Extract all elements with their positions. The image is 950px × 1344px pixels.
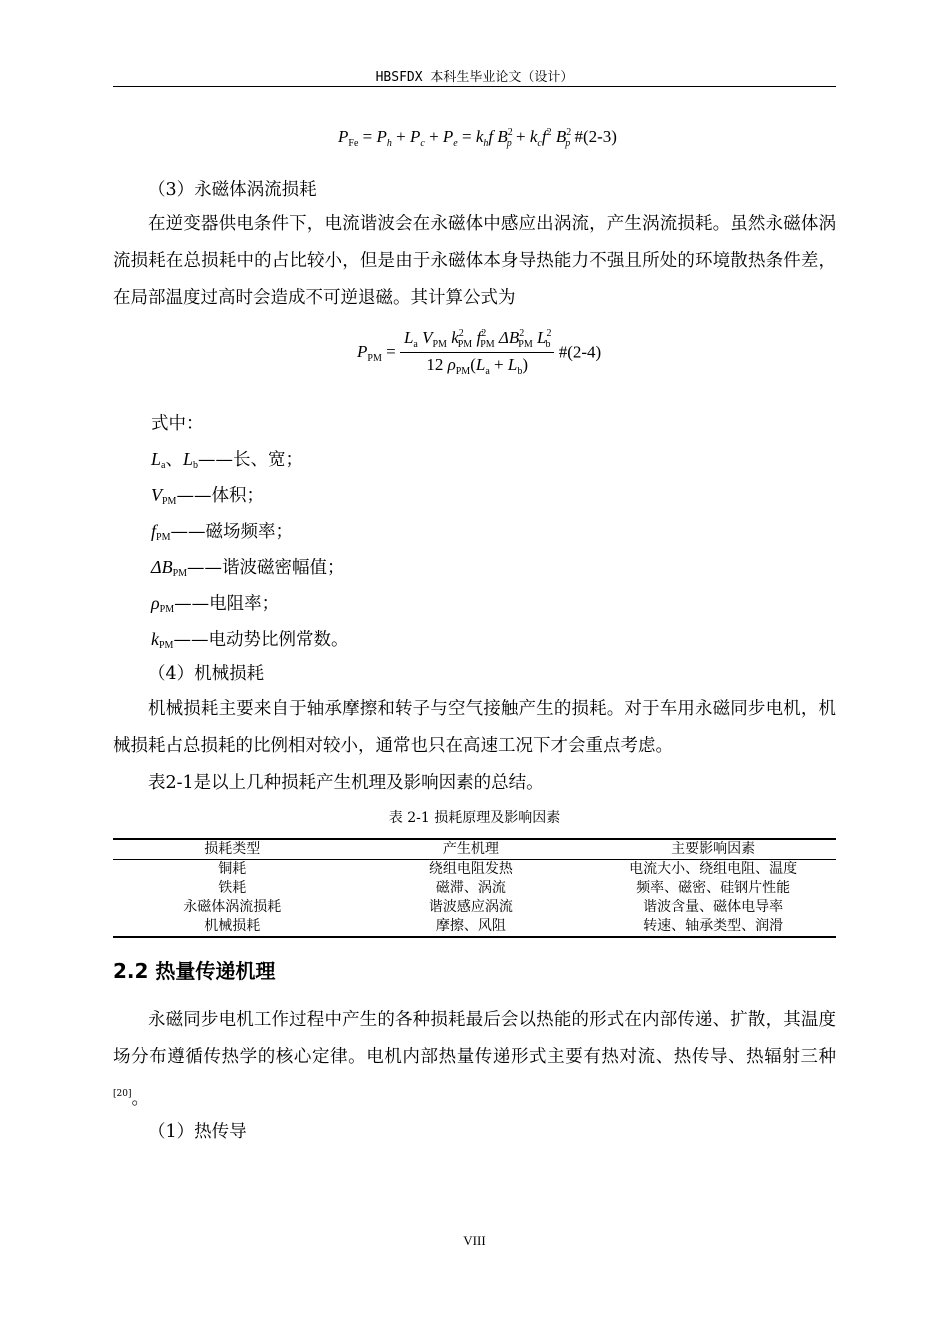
table-cell: 谐波感应涡流: [428, 899, 513, 915]
equation-2-4: $P_{PM}$ = $\frac{L_a V_{PM} k^2_{PM} f^2_{PM} \Delta B^2_{PM} L^2_b}{12 \rho_{PM}(L_a + L_b)}$ #(2-4): [357, 328, 602, 377]
table-cell: 谐波含量、磁体电导率: [643, 899, 784, 915]
table-row: [113, 917, 836, 937]
symbol-definition: La、Lb——长、宽；: [151, 449, 303, 471]
table-cell: 频率、磁密、硅钢片性能: [636, 880, 791, 896]
table-header: 损耗类型: [204, 841, 261, 857]
page-number: VIII: [463, 1233, 486, 1248]
table-header-row: [113, 839, 836, 860]
symbol-definition: VPM——体积；: [151, 485, 264, 507]
equation-number: #(2-4): [558, 342, 602, 362]
section-heading: 2.2 热量传递机理: [113, 959, 276, 983]
page-header: HBSFDX 本科生毕业论文（设计）: [375, 70, 574, 85]
loss-table: [113, 838, 836, 938]
symbol-definition: ΔBPM——谐波磁密幅值；: [151, 557, 345, 579]
symbol-definition: fPM——磁场频率；: [151, 521, 293, 543]
table-cell: 绕组电阻发热: [428, 861, 513, 877]
table-cell: 摩擦、风阻: [435, 918, 506, 934]
table-header: 主要影响因素: [671, 841, 756, 857]
table-cell: 转速、轴承类型、润滑: [643, 918, 784, 934]
subsection-label: （1）热传导: [148, 1122, 247, 1142]
where-label: 式中：: [151, 414, 204, 434]
symbol-definition: kPM——电动势比例常数。: [151, 629, 349, 651]
table-cell: 永磁体涡流损耗: [183, 899, 282, 915]
table-cell: 磁滞、涡流: [435, 880, 506, 896]
citation: [20]: [113, 1089, 132, 1099]
table-cell: 铜耗: [218, 861, 247, 877]
body-paragraph: 永磁同步电机工作过程中产生的各种损耗最后会以热能的形式在内部传递、扩散，其温度场分布遵循传热学的核心定律。电机内部热量传递形式主要有热对流、热传导、热辐射三种[20]。: [113, 1010, 836, 1109]
table-cell: 电流大小、绕组电阻、温度: [629, 861, 798, 877]
body-paragraph: 机械损耗主要来自于轴承摩擦和转子与空气接触产生的损耗。对于车用永磁同步电机，机械损耗占总损耗的比例相对较小，通常也只在高速工况下才会重点考虑。: [113, 699, 836, 756]
table-row: [113, 860, 836, 880]
body-paragraph: 在逆变器供电条件下，电流谐波会在永磁体中感应出涡流，产生涡流损耗。虽然永磁体涡流损耗在总损耗中的占比较小，但是由于永磁体本身导热能力不强且所处的环境散热条件差，在局部温度过高时会造成不可逆退磁。其计算公式为: [113, 214, 836, 308]
symbol-definition: ρPM——电阻率；: [151, 593, 280, 615]
table-cell: 机械损耗: [204, 918, 261, 934]
header-rule: [113, 86, 836, 87]
table-row: [113, 898, 836, 917]
equation-number: #(2-3): [574, 127, 617, 146]
subsection-label: （4）机械损耗: [148, 664, 265, 684]
table-caption: 表 2-1 损耗原理及影响因素: [388, 810, 561, 826]
equation-2-3: $P_{Fe} = P_h + P_c + P_e = k_hf$ $B^2_p + k_cf^2$ $B^2_p$ #(2-3): [338, 127, 617, 149]
table-cell: 铁耗: [218, 880, 247, 896]
table-header: 产生机理: [442, 841, 499, 857]
body-paragraph: 表2-1是以上几种损耗产生机理及影响因素的总结。: [148, 773, 544, 793]
subsection-label: （3）永磁体涡流损耗: [148, 180, 317, 200]
table-row: [113, 879, 836, 898]
